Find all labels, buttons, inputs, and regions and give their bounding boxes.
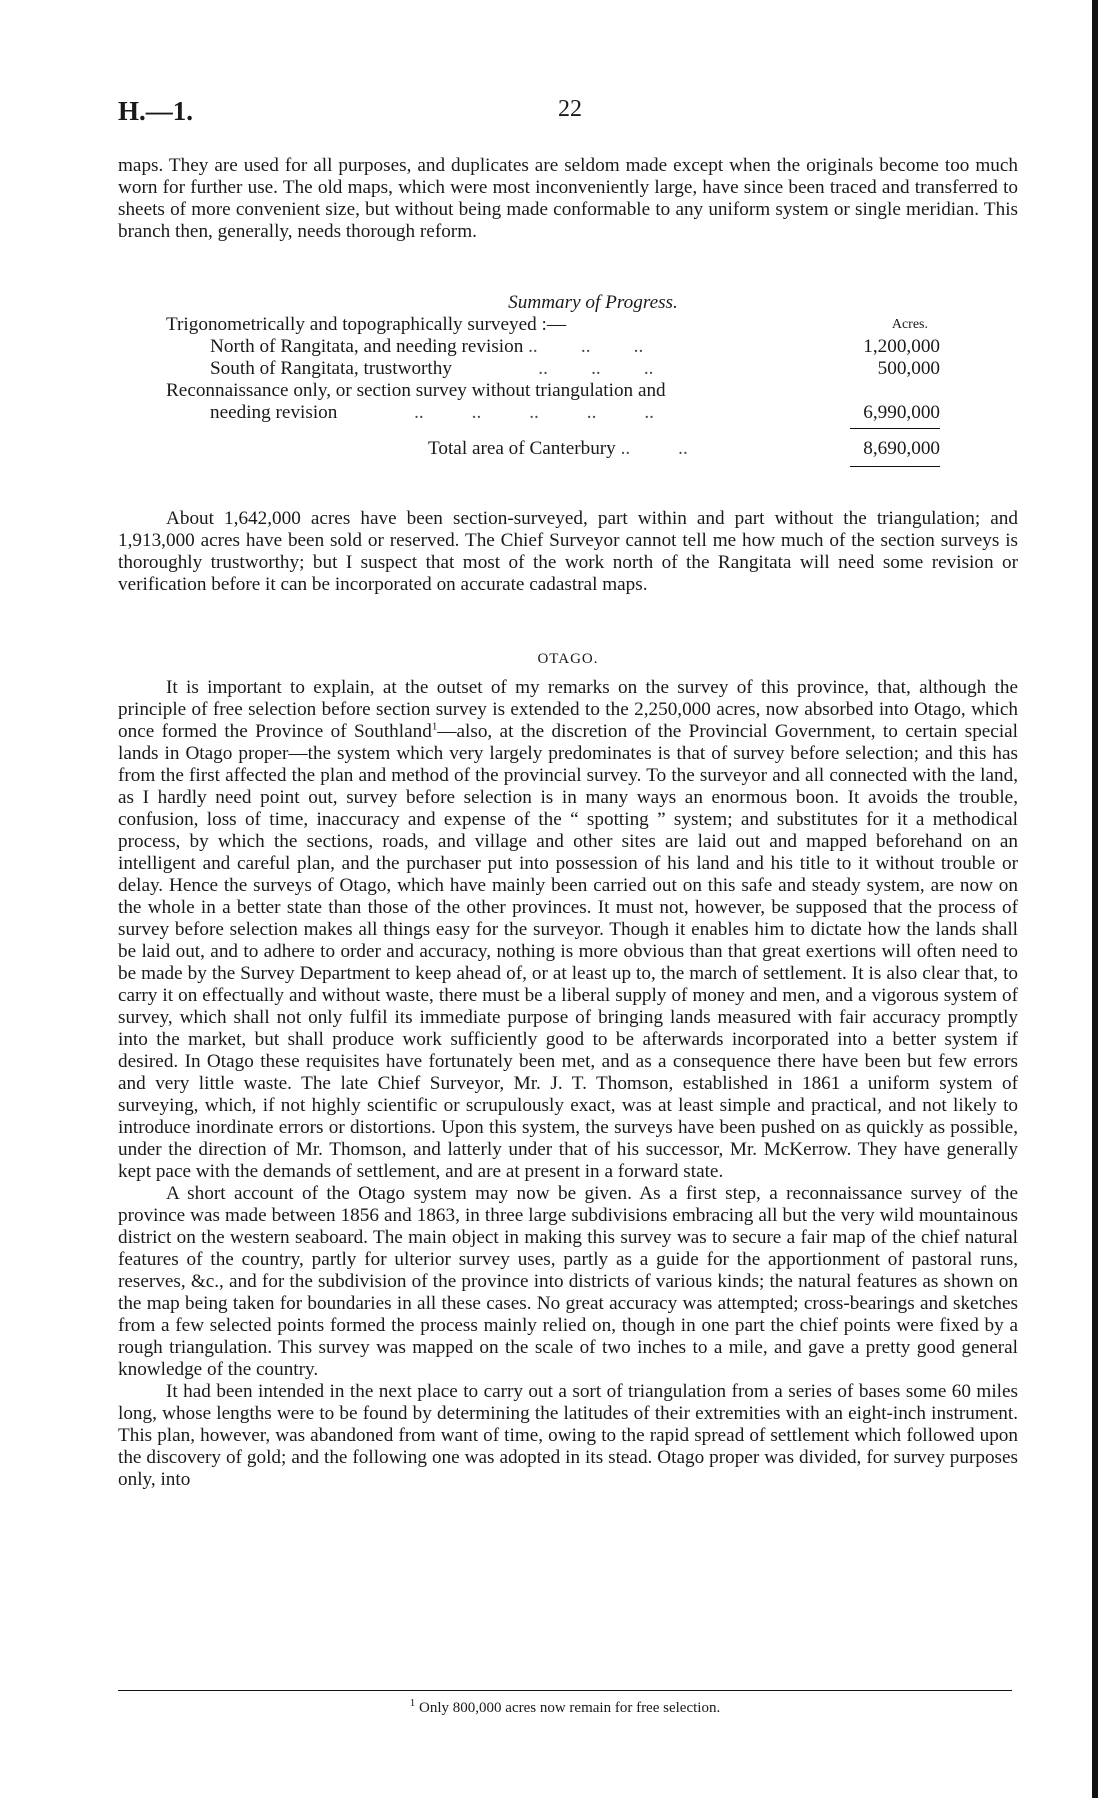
summary-north-label: North of Rangitata, and needing revision .. .. .. xyxy=(210,336,644,357)
summary-row-south xyxy=(118,358,1018,380)
document-reference: H.—1. xyxy=(118,96,194,126)
summary-north-value: 1,200,000 xyxy=(863,336,940,357)
summary-row-recon-2 xyxy=(118,402,1018,424)
footnote xyxy=(118,1697,1012,1717)
page-header xyxy=(118,96,1018,136)
page-edge-bar xyxy=(1092,0,1098,1798)
summary-recon-label-2: needing revision .. .. .. .. .. xyxy=(210,402,654,423)
summary-recon-label-1: Reconnaissance only, or section survey without triangulation and xyxy=(166,380,666,401)
summary-row-total xyxy=(118,438,1018,460)
summary-total-value: 8,690,000 xyxy=(863,438,940,459)
footnote-rule xyxy=(118,1690,1012,1691)
summary-south-value: 500,000 xyxy=(877,358,940,379)
otago-paragraph-3: It had been intended in the next place to carry out a sort of triangulation from a series of bases some 60 miles long, whose lengths were to be found by determining the latitudes of their extremities with an eight-inch instrument. This plan, however, was abandoned from want of time, owing to the rapid spread of settlement which followed upon the discovery of gold; and the following one was adopted in its stead. Otago proper was divided, for survey purposes only, into xyxy=(118,1381,1018,1490)
summary-table xyxy=(118,292,1018,470)
canterbury-paragraph-text: About 1,642,000 acres have been section-surveyed, part within and part without the triangulation; and 1,913,000 acres have been sold or reserved. The Chief Surveyor cannot tell me how much of the section surveys is thoroughly trustworthy; but I suspect that most of the work north of the Rangitata will need some revision or verification before it can be incorporated on accurate cadastral maps. xyxy=(118,508,1018,595)
footnote-mark: 1 xyxy=(409,1697,416,1709)
summary-row-north xyxy=(118,336,1018,358)
summary-recon-value: 6,990,000 xyxy=(863,402,940,423)
summary-group1-label: Trigonometrically and topographically surveyed :— xyxy=(166,314,567,335)
summary-south-label: South of Rangitata, trustworthy .. .. .. xyxy=(210,358,654,379)
summary-row-group1 xyxy=(118,314,1018,336)
section-heading-otago: OTAGO. xyxy=(537,651,599,667)
otago-paragraph-2: A short account of the Otago system may now be given. As a first step, a reconnaissance survey of the province was made between 1856 and 1863, in three large subdivisions embracing all but the very wild mountainous district on the western seaboard. The main object in making this survey was to secure a fair map of the chief natural features of the country, partly for ulterior survey uses, partly as a guide for the apportionment of pastoral runs, reserves, &c., and for the subdivision of the province into districts of various kinds; the natural features as shown on the map being taken for boundaries in all these cases. No great accuracy was attempted; cross-bearings and sketches from a few selected points formed the process mainly relied on, though in one part the chief points were fixed by a rough triangulation. This survey was mapped on the scale of two inches to a mile, and gave a pretty good general knowledge of the country. xyxy=(118,1183,1018,1380)
footnote-reference: 1 xyxy=(431,720,438,733)
footnote-text: Only 800,000 acres now remain for free selection. xyxy=(419,1700,721,1716)
otago-paragraph-1: It is important to explain, at the outset of my remarks on the survey of this province, that, although the principle of free selection before section survey is extended to the 2,250,000 acres, now absorbed into Otago, which once formed the Province of Southland$^1$—also, at the discretion of the Provincial Government, to certain special lands in Otago proper—the system which very largely predominates is that of survey before selection; and this has from the first affected the plan and method of the provincial survey. To the surveyor and all connected with the land, as I hardly need point out, survey before selection is in many ways an enormous boon. It avoids the trouble, confusion, loss of time, inaccuracy and expense of the “ spotting ” system; and substitutes for it a methodical process, by which the sections, roads, and village and other sites are laid out and mapped beforehand on an intelligent and careful plan, and the purchaser put into possession of his land and his title to it without trouble or delay. Hence the surveys of Otago, which have mainly been carried out on this safe and steady system, are now on the whole in a better state than those of the other provinces. It must not, however, be supposed that the process of survey before selection makes all things easy for the surveyor. Though it enables him to dictate how the lands shall be laid out, and to adhere to order and accuracy, nothing is more obvious than that great exertions will often need to be made by the Survey Department to keep ahead of, or at least up to, the march of settlement. It is also clear that, to carry it on effectually and without waste, there must be a liberal supply of money and men, and a vigorous system of survey, which shall not only fulfil its immediate purpose of bringing lands measured with fair accuracy promptly into the market, but shall produce work sufficiently good to be afterwards incorporated into a better system if desired. In Otago these requisites have fortunately been met, and as a consequence there have been but few errors and very little waste. The late Chief Surveyor, Mr. J. T. Thomson, established in 1861 a uniform system of surveying, which, if not highly scientific or scrupulously exact, was at least simple and practical, and not likely to introduce inordinate errors or distortions. Upon this system, the surveys have been pushed on as quickly as possible, under the direction of Mr. Thomson, and latterly under that of his successor, Mr. McKerrow. They have generally kept pace with the demands of settlement, and are at present in a forward state. xyxy=(118,677,1019,1182)
summary-total-rule-bottom xyxy=(850,466,940,467)
otago-section xyxy=(118,677,1018,1491)
summary-total-rule-top xyxy=(850,428,940,429)
summary-rule-upper xyxy=(118,424,1018,438)
summary-row-recon-1 xyxy=(118,380,1018,402)
page-number: 22 xyxy=(558,96,582,122)
canterbury-paragraph xyxy=(118,508,1018,596)
intro-paragraph: maps. They are used for all purposes, and duplicates are seldom made except when the originals become too much worn for further use. The old maps, which were most inconveniently large, have since been traced and transferred to sheets of more convenient size, but without being made conformable to any uniform system or single meridian. This branch then, generally, needs thorough reform. xyxy=(118,155,1018,242)
summary-rule-lower xyxy=(118,460,1018,470)
summary-unit-label: Acres. xyxy=(891,317,928,332)
summary-title: Summary of Progress. xyxy=(508,292,678,313)
summary-total-label: Total area of Canterbury .. .. xyxy=(428,438,688,459)
